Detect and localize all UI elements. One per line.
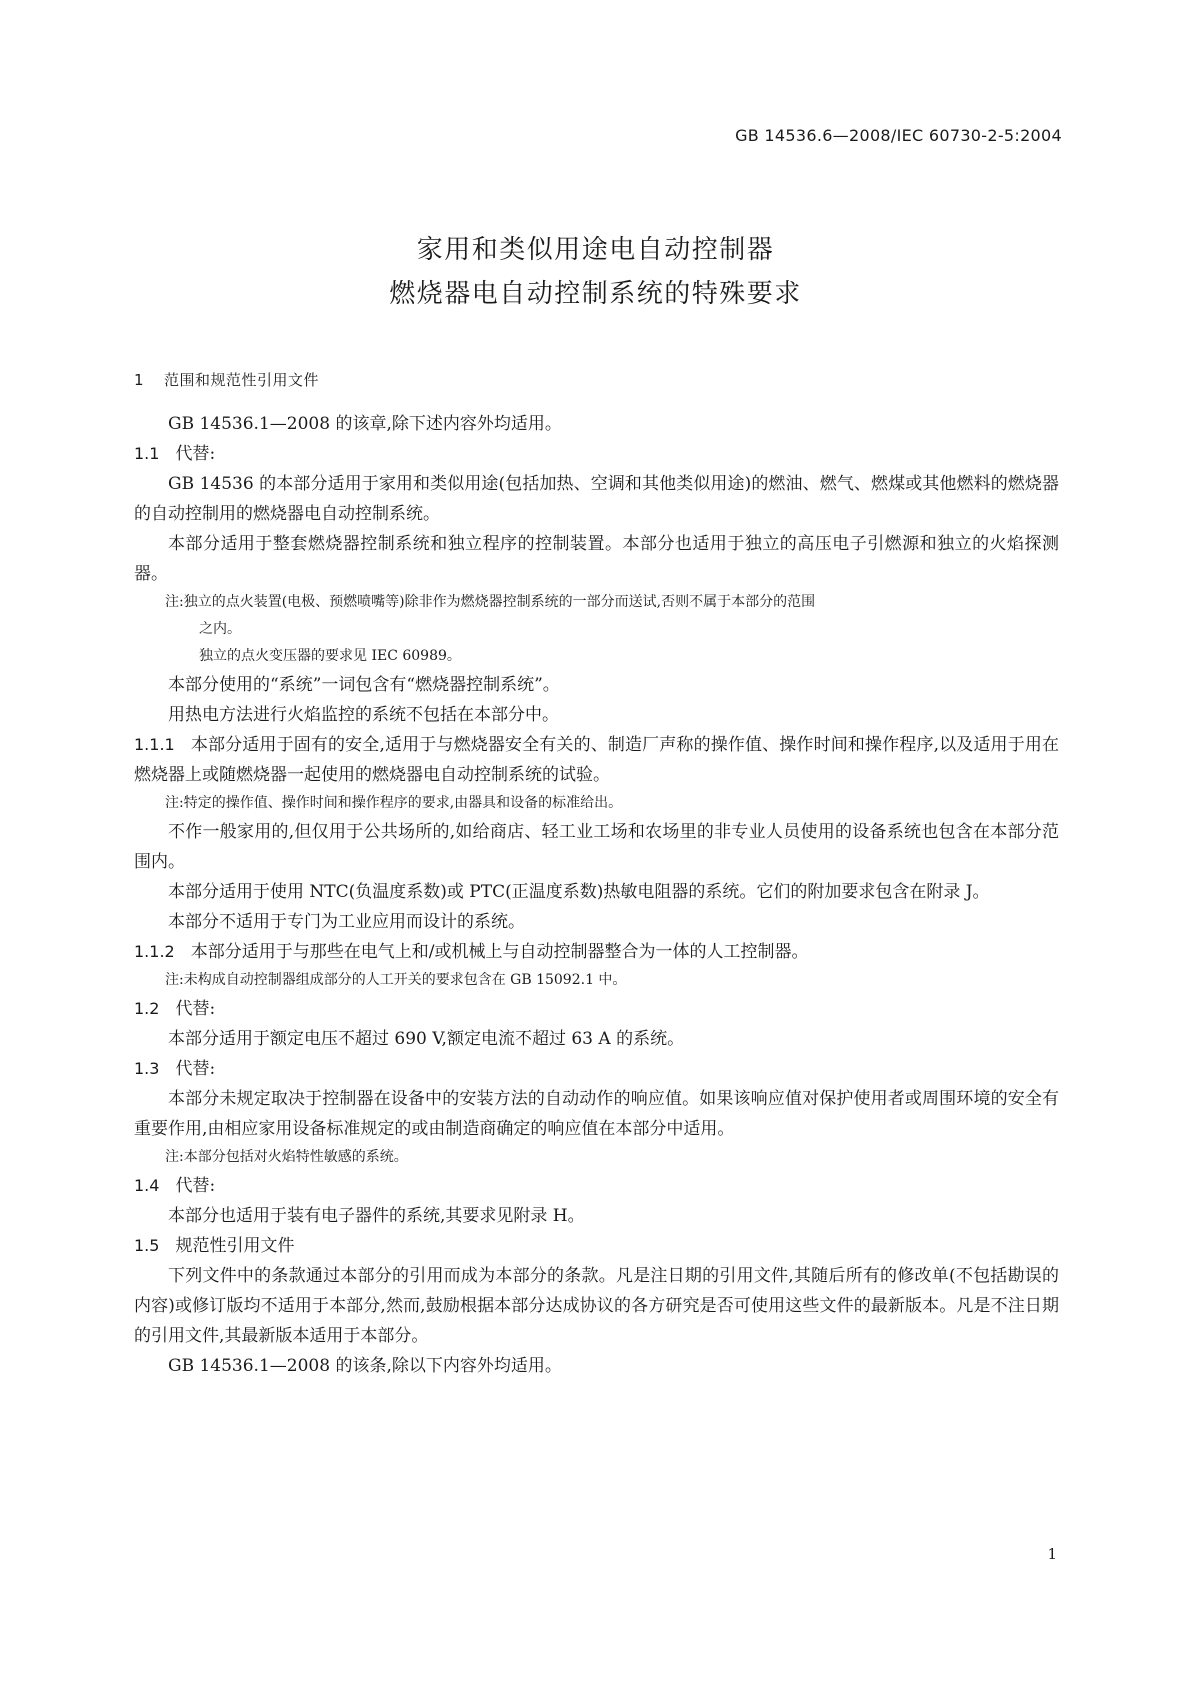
note <box>134 589 1059 616</box>
clause-1-4-heading <box>134 1171 1059 1201</box>
clause-text: 本部分适用于与那些在电气上和/或机械上与自动控制器整合为一体的人工控制器。 <box>190 942 809 962</box>
paragraph: 本部分未规定取决于控制器在设备中的安装方法的自动动作的响应值。如果该响应值对保护使用者或周围环境的安全有重要作用,由相应家用设备标准规定的或由制造商确定的响应值在本部分中适用。 <box>134 1089 1059 1139</box>
clause-title: 代替: <box>175 1059 216 1079</box>
clause-number: 1.1 <box>134 444 160 463</box>
paragraph: 下列文件中的条款通过本部分的引用而成为本部分的条款。凡是注日期的引用文件,其随后所有的修改单(不包括勘误的内容)或修订版均不适用于本部分,然而,鼓励根据本部分达成协议的各方研究是否可使用这些文件的最新版本。凡是不注日期的引用文件,其最新版本适用于本部分。 <box>134 1266 1059 1346</box>
title-line-2: 燃烧器电自动控制系统的特殊要求 <box>389 279 802 309</box>
note-text: 特定的操作值、操作时间和操作程序的要求,由器具和设备的标准给出。 <box>183 795 623 811</box>
clause-title: 代替: <box>175 444 216 464</box>
clause-1-5-heading <box>134 1231 1059 1261</box>
note-label: 注: <box>165 972 184 988</box>
clause-number: 1.1.2 <box>134 942 175 961</box>
paragraph: 本部分适用于使用 NTC(负温度系数)或 PTC(正温度系数)热敏电阻器的系统。它们的附加要求包含在附录 J。 <box>168 882 990 902</box>
clause-1-1-2 <box>134 937 1059 967</box>
note <box>134 790 1059 817</box>
paragraph: 用热电方法进行火焰监控的系统不包括在本部分中。 <box>168 705 559 725</box>
paragraph: 本部分使用的“系统”一词包含有“燃烧器控制系统”。 <box>168 675 560 695</box>
clause-title: 规范性引用文件 <box>175 1236 295 1256</box>
title-line-1: 家用和类似用途电自动控制器 <box>416 235 775 265</box>
clause-title: 代替: <box>175 999 216 1019</box>
clause-number: 1.4 <box>134 1176 160 1195</box>
note <box>134 967 1059 994</box>
clause-number: 1.3 <box>134 1059 160 1078</box>
document-title <box>0 228 1191 316</box>
section-1-intro: GB 14536.1—2008 的该章,除下述内容外均适用。 <box>168 414 562 434</box>
section-number: 1 <box>134 371 145 389</box>
clause-number: 1.2 <box>134 999 160 1018</box>
paragraph: 本部分不适用于专门为工业应用而设计的系统。 <box>168 912 525 932</box>
note-label: 注: <box>165 795 184 811</box>
note-text: 独立的点火变压器的要求见 IEC 60989。 <box>199 648 461 664</box>
clause-title: 代替: <box>175 1176 216 1196</box>
clause-text: 本部分适用于固有的安全,适用于与燃烧器安全有关的、制造厂声称的操作值、操作时间和操作程序,以及适用于用在燃烧器上或随燃烧器一起使用的燃烧器电自动控制系统的试验。 <box>134 735 1059 785</box>
page-number: 1 <box>1047 1545 1057 1563</box>
clause-number: 1.1.1 <box>134 735 175 754</box>
clause-1-1-heading <box>134 439 1059 469</box>
paragraph: GB 14536.1—2008 的该条,除以下内容外均适用。 <box>168 1356 562 1376</box>
section-title: 范围和规范性引用文件 <box>164 371 320 389</box>
note-label: 注: <box>165 1149 184 1165</box>
document-body <box>134 365 1059 1381</box>
note-text: 未构成自动控制器组成部分的人工开关的要求包含在 GB 15092.1 中。 <box>183 972 627 988</box>
clause-1-1-1 <box>134 730 1059 790</box>
standard-code: GB 14536.6—2008/IEC 60730-2-5:2004 <box>735 126 1062 145</box>
paragraph: 本部分适用于额定电压不超过 690 V,额定电流不超过 63 A 的系统。 <box>168 1029 685 1049</box>
note-label: 注: <box>165 594 184 610</box>
note-continuation: 之内。 <box>199 621 241 637</box>
paragraph: 本部分也适用于装有电子器件的系统,其要求见附录 H。 <box>168 1206 585 1226</box>
section-1-heading <box>134 365 1059 395</box>
paragraph: 本部分适用于整套燃烧器控制系统和独立程序的控制装置。本部分也适用于独立的高压电子引燃源和独立的火焰探测器。 <box>134 534 1059 584</box>
paragraph: GB 14536 的本部分适用于家用和类似用途(包括加热、空调和其他类似用途)的燃油、燃气、燃煤或其他燃料的燃烧器的自动控制用的燃烧器电自动控制系统。 <box>134 474 1059 524</box>
clause-number: 1.5 <box>134 1236 160 1255</box>
clause-1-3-heading <box>134 1054 1059 1084</box>
note-text: 本部分包括对火焰特性敏感的系统。 <box>183 1149 408 1165</box>
note <box>134 1144 1059 1171</box>
paragraph: 不作一般家用的,但仅用于公共场所的,如给商店、轻工业工场和农场里的非专业人员使用的设备系统也包含在本部分范围内。 <box>134 822 1059 872</box>
clause-1-2-heading <box>134 994 1059 1024</box>
note-text: 独立的点火装置(电极、预燃喷嘴等)除非作为燃烧器控制系统的一部分而送试,否则不属于本部分的范围 <box>183 594 816 610</box>
